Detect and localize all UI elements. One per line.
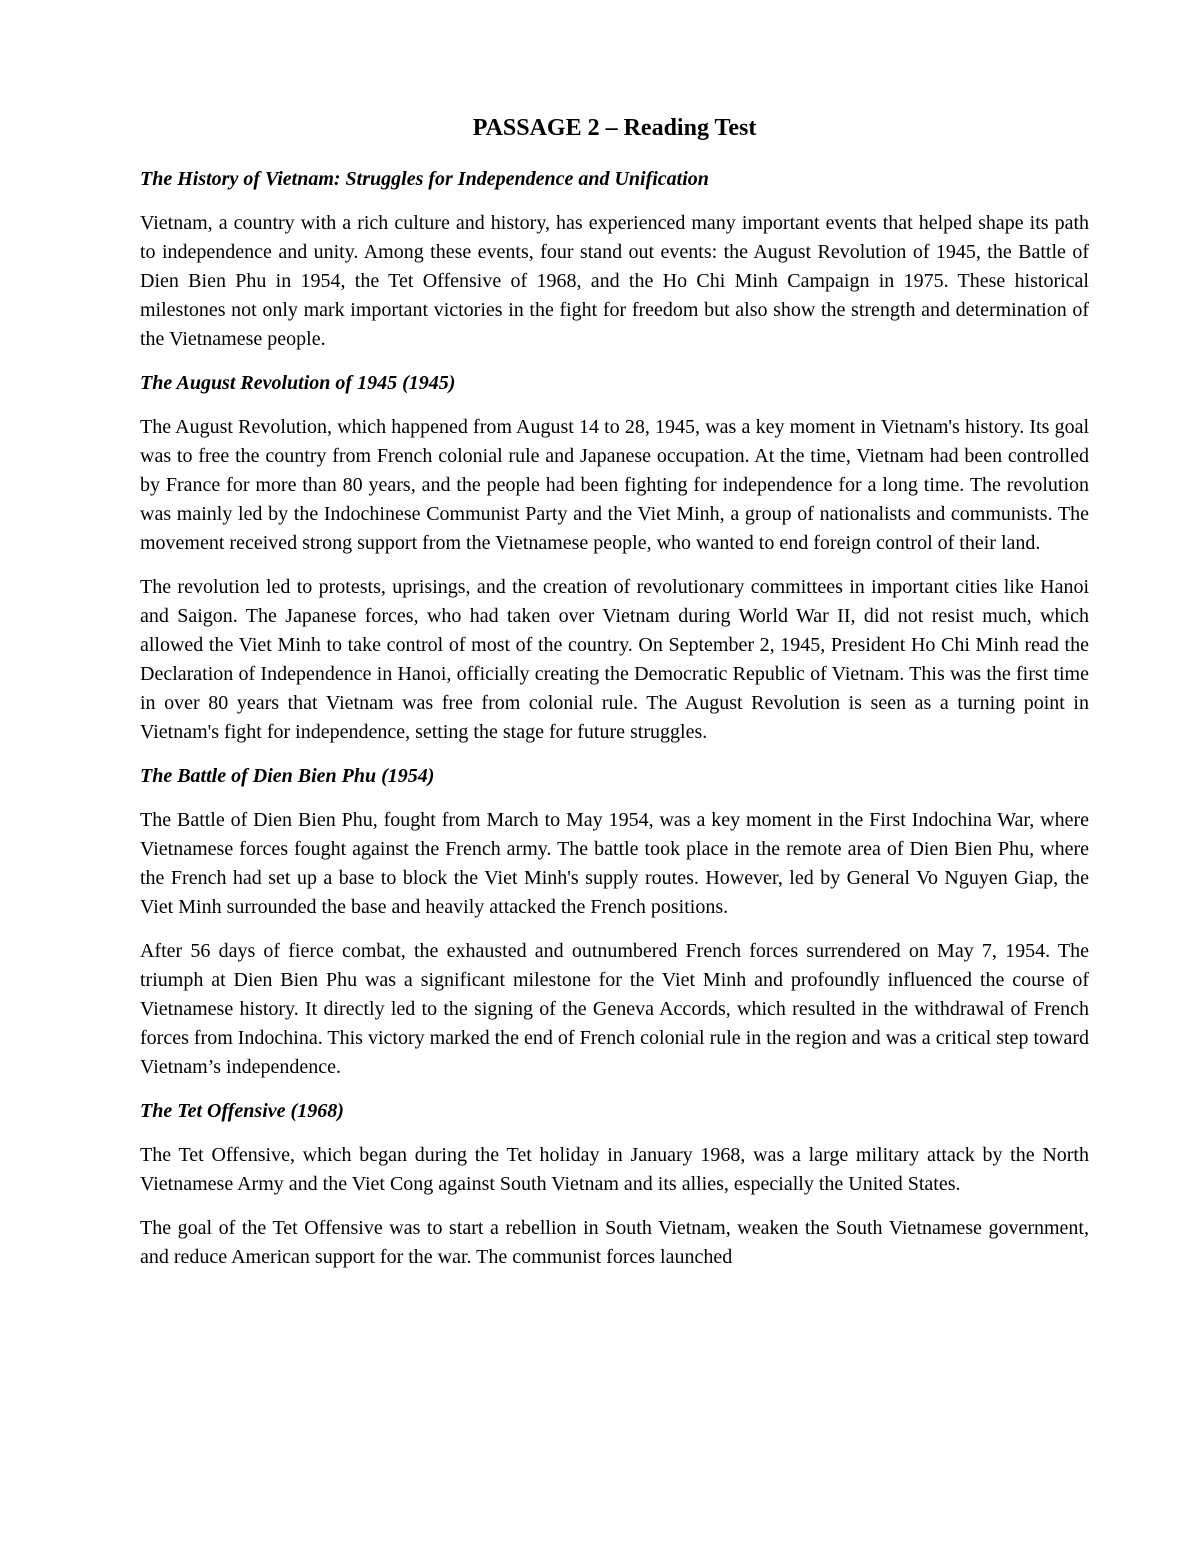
section-paragraph: The Battle of Dien Bien Phu, fought from March to May 1954, was a key moment in the First Indochina War, where Vietnamese forces fought against the French army. The battle took place in the remote area of Dien Bien Phu, where the French had set up a base to block the Viet Minh's supply routes. However, led by General Vo Nguyen Giap, the Viet Minh surrounded the base and heavily attacked the French positions. <box>140 809 1089 918</box>
document-subtitle: The History of Vietnam: Struggles for Independence and Unification <box>140 168 709 190</box>
section-august-revolution <box>140 369 1089 747</box>
document-title: PASSAGE 2 – Reading Test <box>472 115 757 141</box>
section-dien-bien-phu <box>140 762 1089 1082</box>
section-paragraph: The Tet Offensive, which began during the Tet holiday in January 1968, was a large military attack by the North Vietnamese Army and the Viet Cong against South Vietnam and its allies, especially the United States. <box>140 1144 1089 1195</box>
section-heading: The August Revolution of 1945 (1945) <box>140 372 456 394</box>
section-paragraph: After 56 days of fierce combat, the exhausted and outnumbered French forces surrendered on May 7, 1954. The triumph at Dien Bien Phu was a significant milestone for the Viet Minh and profoundly influenced the course of Vietnamese history. It directly led to the signing of the Geneva Accords, which resulted in the withdrawal of French forces from Indochina. This victory marked the end of French colonial rule in the region and was a critical step toward Vietnam’s independence. <box>140 940 1089 1078</box>
section-paragraph: The goal of the Tet Offensive was to start a rebellion in South Vietnam, weaken the South Vietnamese government, and reduce American support for the war. The communist forces launched <box>140 1217 1089 1268</box>
intro-paragraph: Vietnam, a country with a rich culture and history, has experienced many important events that helped shape its path to independence and unity. Among these events, four stand out events: the August Revolution of 1945, the Battle of Dien Bien Phu in 1954, the Tet Offensive of 1968, and the Ho Chi Minh Campaign in 1975. These historical milestones not only mark important victories in the fight for freedom but also show the strength and determination of the Vietnamese people. <box>140 212 1089 350</box>
section-paragraph: The revolution led to protests, uprisings, and the creation of revolutionary committees in important cities like Hanoi and Saigon. The Japanese forces, who had taken over Vietnam during World War II, did not resist much, which allowed the Viet Minh to take control of most of the country. On September 2, 1945, President Ho Chi Minh read the Declaration of Independence in Hanoi, officially creating the Democratic Republic of Vietnam. This was the first time in over 80 years that Vietnam was free from colonial rule. The August Revolution is seen as a turning point in Vietnam's fight for independence, setting the stage for future struggles. <box>140 576 1089 743</box>
document-page <box>140 108 1089 1287</box>
section-paragraph: The August Revolution, which happened from August 14 to 28, 1945, was a key moment in Vietnam's history. Its goal was to free the country from French colonial rule and Japanese occupation. At the time, Vietnam had been controlled by France for more than 80 years, and the people had been fighting for independence for a long time. The revolution was mainly led by the Indochinese Communist Party and the Viet Minh, a group of nationalists and communists. The movement received strong support from the Vietnamese people, who wanted to end foreign control of their land. <box>140 416 1089 554</box>
section-heading: The Tet Offensive (1968) <box>140 1100 344 1122</box>
section-heading: The Battle of Dien Bien Phu (1954) <box>140 765 435 787</box>
section-tet-offensive <box>140 1097 1089 1272</box>
